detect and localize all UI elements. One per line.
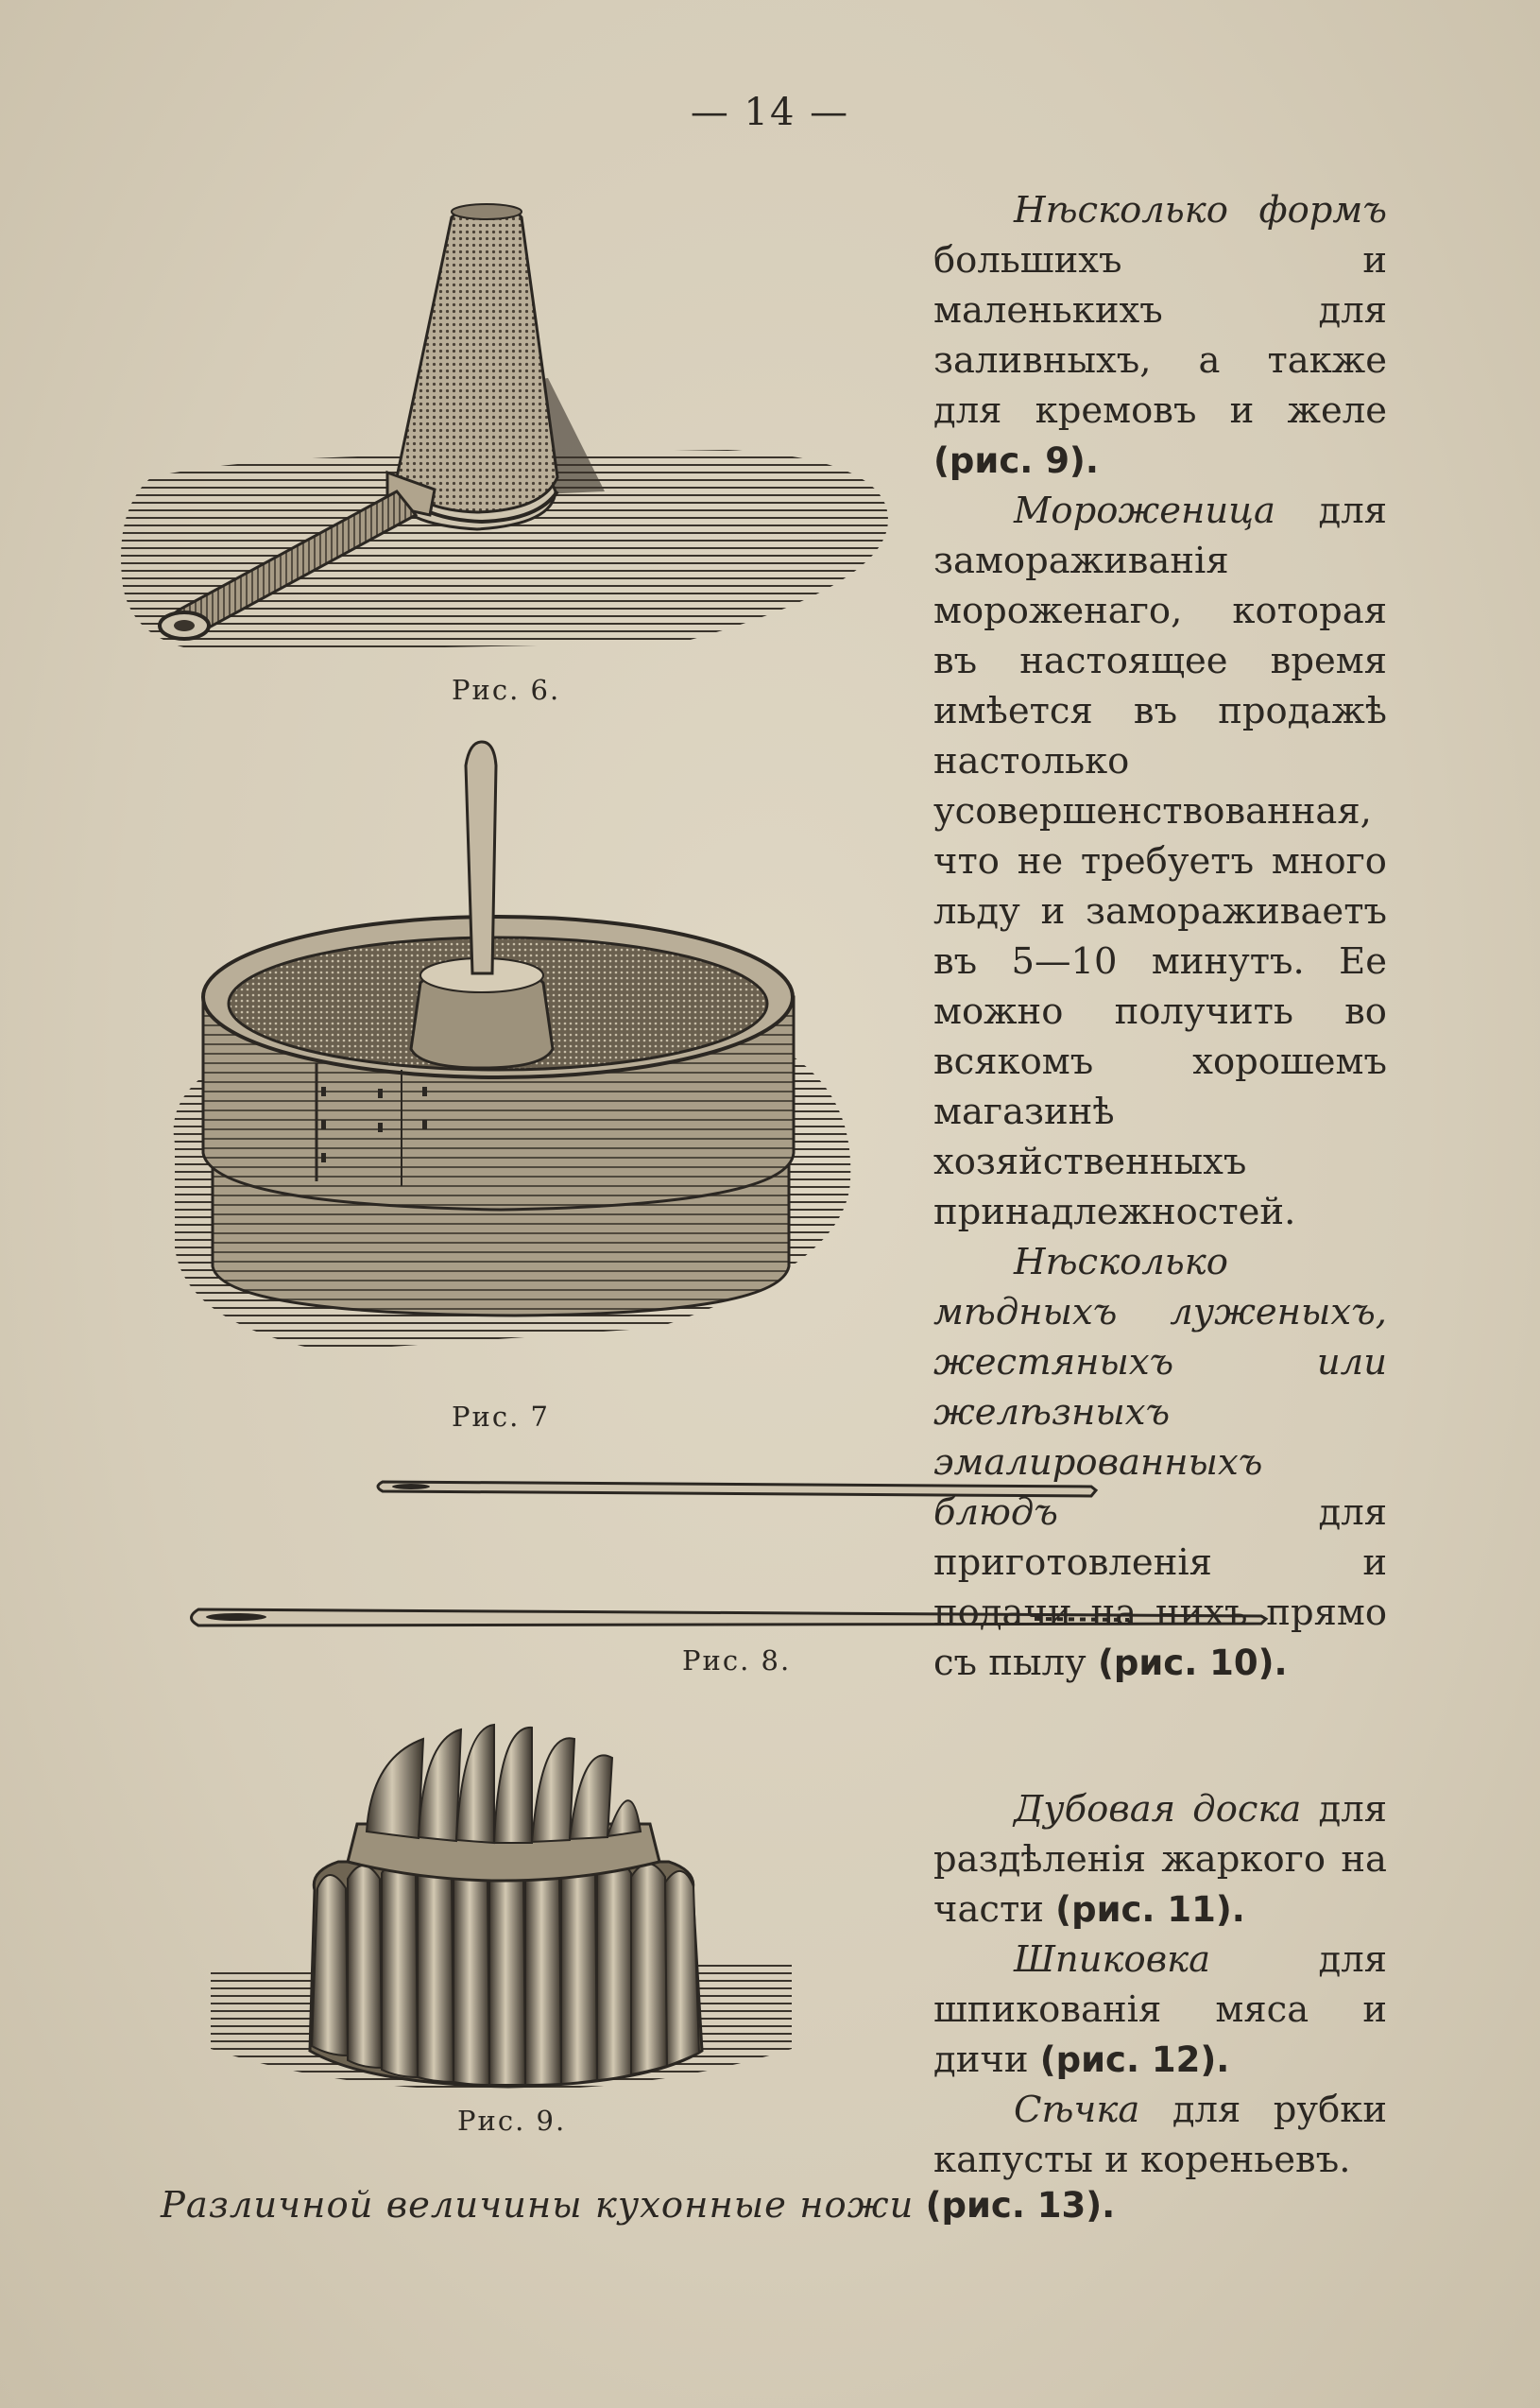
page-number: — 14 — [690, 91, 850, 134]
term-larding-needle: Шпиковка [1014, 1938, 1211, 1981]
paragraph-dishes [933, 1237, 1387, 1688]
figure-ref: (рис. 9). [933, 440, 1099, 481]
caption-fig-9: Рис. 9. [457, 2105, 567, 2137]
term-dishes: Нѣсколько мѣдныхъ луженыхъ, жестяныхъ или желѣзныхъ эмалированныхъ блюдъ [933, 1241, 1387, 1534]
term-knives: Различной величины кухонные ножи [161, 2184, 915, 2227]
paragraph-chopper [933, 2085, 1387, 2185]
term-oak-board: Дубовая доска [1014, 1788, 1302, 1831]
term-chopper: Сѣчка [1014, 2089, 1140, 2131]
paragraph-text: большихъ и маленькихъ для заливныхъ, а также для кремовъ и желе [933, 239, 1387, 432]
paragraph-text: для шпикованія мяса и дичи [933, 1938, 1387, 2081]
figure-6-strainer [113, 189, 898, 671]
paragraph-ice-cream [933, 486, 1387, 1237]
figure-ref: (рис. 12). [1039, 2039, 1230, 2080]
figure-7-ice-cream-maker [165, 737, 860, 1361]
figure-ref: (рис. 11). [1055, 1889, 1245, 1930]
last-line-knives [161, 2180, 1115, 2230]
paragraph-moulds [933, 185, 1387, 486]
caption-fig-7: Рис. 7 [452, 1401, 550, 1433]
caption-fig-8: Рис. 8. [682, 1644, 792, 1677]
paragraph-text: для приготовленія и подачи на нихъ прямо съ пылу [933, 1491, 1387, 1684]
text-column-top [933, 185, 1387, 1688]
figure-ref: (рис. 13). [925, 2185, 1116, 2226]
paragraph-text: для рубки капусты и кореньевъ. [933, 2089, 1387, 2181]
caption-fig-6: Рис. 6. [452, 674, 561, 706]
term-ice-cream-maker: Мороженица [1014, 490, 1275, 532]
paragraph-larding-needle [933, 1935, 1387, 2085]
figure-9-jelly-mould [206, 1720, 801, 2098]
paragraph-text: для раздѣленія жаркого на части [933, 1788, 1387, 1931]
term-moulds: Нѣсколько формъ [1014, 189, 1387, 232]
paragraph-text: для замораживанія мороженаго, которая въ настоящее время имѣется въ продажѣ настолько усовершенствованная, что не требуетъ много льду и замораживаетъ въ 5—10 минутъ. Ее можно получить во всякомъ хорошемъ магазинѣ хозяйственныхъ принадлежностей. [933, 490, 1387, 1233]
figure-ref: (рис. 10). [1097, 1643, 1288, 1683]
paragraph-oak-board [933, 1784, 1387, 1935]
text-column-bottom [933, 1784, 1387, 2185]
